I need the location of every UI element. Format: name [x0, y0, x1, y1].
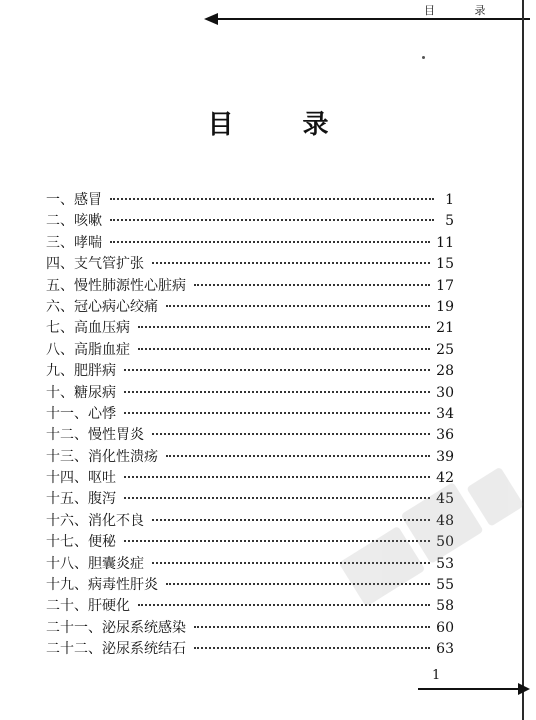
toc-entry-title: 二十二、泌尿系统结石	[46, 641, 186, 658]
toc-entry	[46, 361, 454, 382]
toc-entry-page: 58	[436, 598, 454, 615]
toc-entry-title: 十八、胆囊炎症	[46, 555, 144, 572]
toc-entry	[46, 468, 454, 489]
dot-leader	[138, 603, 430, 606]
dot-leader	[166, 304, 430, 307]
running-head: 目 录	[424, 4, 504, 17]
toc-entry	[46, 254, 454, 275]
toc-entry	[46, 318, 454, 339]
dot-leader	[166, 582, 430, 585]
toc-entry-title: 十四、呕吐	[46, 470, 116, 487]
toc-entry-title: 十、糖尿病	[46, 384, 116, 401]
toc-entry-title: 十二、慢性胃炎	[46, 427, 144, 444]
toc-entry-title: 二十一、泌尿系统感染	[46, 619, 186, 636]
toc-entry-page: 19	[436, 298, 454, 315]
toc-entry-page: 15	[436, 256, 454, 273]
toc-entry-page: 50	[436, 534, 454, 551]
toc-entry-page: 25	[436, 341, 454, 358]
table-of-contents	[46, 190, 454, 661]
toc-entry-title: 十九、病毒性肝炎	[46, 577, 158, 594]
toc-entry-title: 九、肥胖病	[46, 363, 116, 380]
dot-leader	[152, 561, 430, 564]
toc-entry-title: 一、感冒	[46, 192, 102, 208]
toc-entry-page: 30	[436, 384, 454, 401]
toc-entry-page: 21	[436, 320, 454, 337]
dot-leader	[194, 646, 430, 649]
toc-entry-title: 十五、腹泻	[46, 491, 116, 508]
toc-entry-title: 五、慢性肺源性心脏病	[46, 277, 186, 294]
toc-entry	[46, 639, 454, 660]
toc-entry	[46, 596, 454, 617]
toc-entry	[46, 404, 454, 425]
watermark-block	[466, 467, 524, 527]
toc-entry-title: 十六、消化不良	[46, 512, 144, 529]
toc-entry-page: 11	[436, 234, 454, 251]
footer-arrow-right	[518, 683, 530, 695]
dot-leader	[110, 240, 430, 243]
toc-entry-page: 63	[436, 641, 454, 658]
toc-entry-page: 45	[436, 491, 454, 508]
toc-entry-title: 七、高血压病	[46, 320, 130, 337]
dot-leader	[152, 432, 430, 435]
toc-entry-page: 42	[436, 470, 454, 487]
toc-entry	[46, 489, 454, 510]
toc-entry	[46, 383, 454, 404]
toc-entry	[46, 618, 454, 639]
dot-leader	[152, 518, 430, 521]
toc-entry	[46, 575, 454, 596]
dot-leader	[194, 625, 430, 628]
toc-entry-page: 55	[436, 577, 454, 594]
toc-entry-page: 60	[436, 619, 454, 636]
dot-leader	[138, 347, 430, 350]
toc-entry-title: 二十、肝硬化	[46, 598, 130, 615]
dot-leader	[124, 496, 430, 499]
toc-entry-title: 二、咳嗽	[46, 213, 102, 230]
toc-entry-page: 34	[436, 405, 454, 422]
print-speck	[422, 56, 425, 59]
toc-entry	[46, 554, 454, 575]
dot-leader	[110, 218, 434, 221]
toc-entry	[46, 532, 454, 553]
toc-entry-title: 十七、便秘	[46, 534, 116, 551]
toc-entry	[46, 425, 454, 446]
toc-entry-page: 5	[445, 213, 454, 230]
toc-entry	[46, 233, 454, 254]
toc-entry-page: 1	[445, 192, 454, 208]
toc-entry-title: 四、支气管扩张	[46, 256, 144, 273]
toc-entry-title: 十一、心悸	[46, 405, 116, 422]
toc-entry-page: 36	[436, 427, 454, 444]
dot-leader	[124, 368, 430, 371]
toc-entry-title: 六、冠心病心绞痛	[46, 298, 158, 315]
header-rule	[214, 18, 530, 20]
dot-leader	[138, 325, 430, 328]
toc-entry-page: 39	[436, 448, 454, 465]
dot-leader	[194, 283, 430, 286]
toc-entry-page: 48	[436, 512, 454, 529]
toc-entry	[46, 211, 454, 232]
toc-entry-page: 17	[436, 277, 454, 294]
toc-entry	[46, 297, 454, 318]
toc-entry	[46, 447, 454, 468]
toc-entry	[46, 340, 454, 361]
dot-leader	[152, 261, 430, 264]
toc-entry	[46, 511, 454, 532]
page-number: 1	[432, 668, 441, 683]
toc-entry-title: 十三、消化性溃疡	[46, 448, 158, 465]
dot-leader	[124, 390, 430, 393]
toc-entry	[46, 190, 454, 211]
toc-entry-title: 三、哮喘	[46, 234, 102, 251]
dot-leader	[166, 454, 430, 457]
dot-leader	[124, 539, 430, 542]
toc-entry-page: 53	[436, 555, 454, 572]
footer-rule	[418, 688, 522, 690]
toc-entry	[46, 276, 454, 297]
toc-entry-page: 28	[436, 363, 454, 380]
toc-entry-title: 八、高脂血症	[46, 341, 130, 358]
page-title: 目 录	[207, 110, 359, 140]
dot-leader	[124, 411, 430, 414]
dot-leader	[124, 475, 430, 478]
dot-leader	[110, 197, 434, 200]
